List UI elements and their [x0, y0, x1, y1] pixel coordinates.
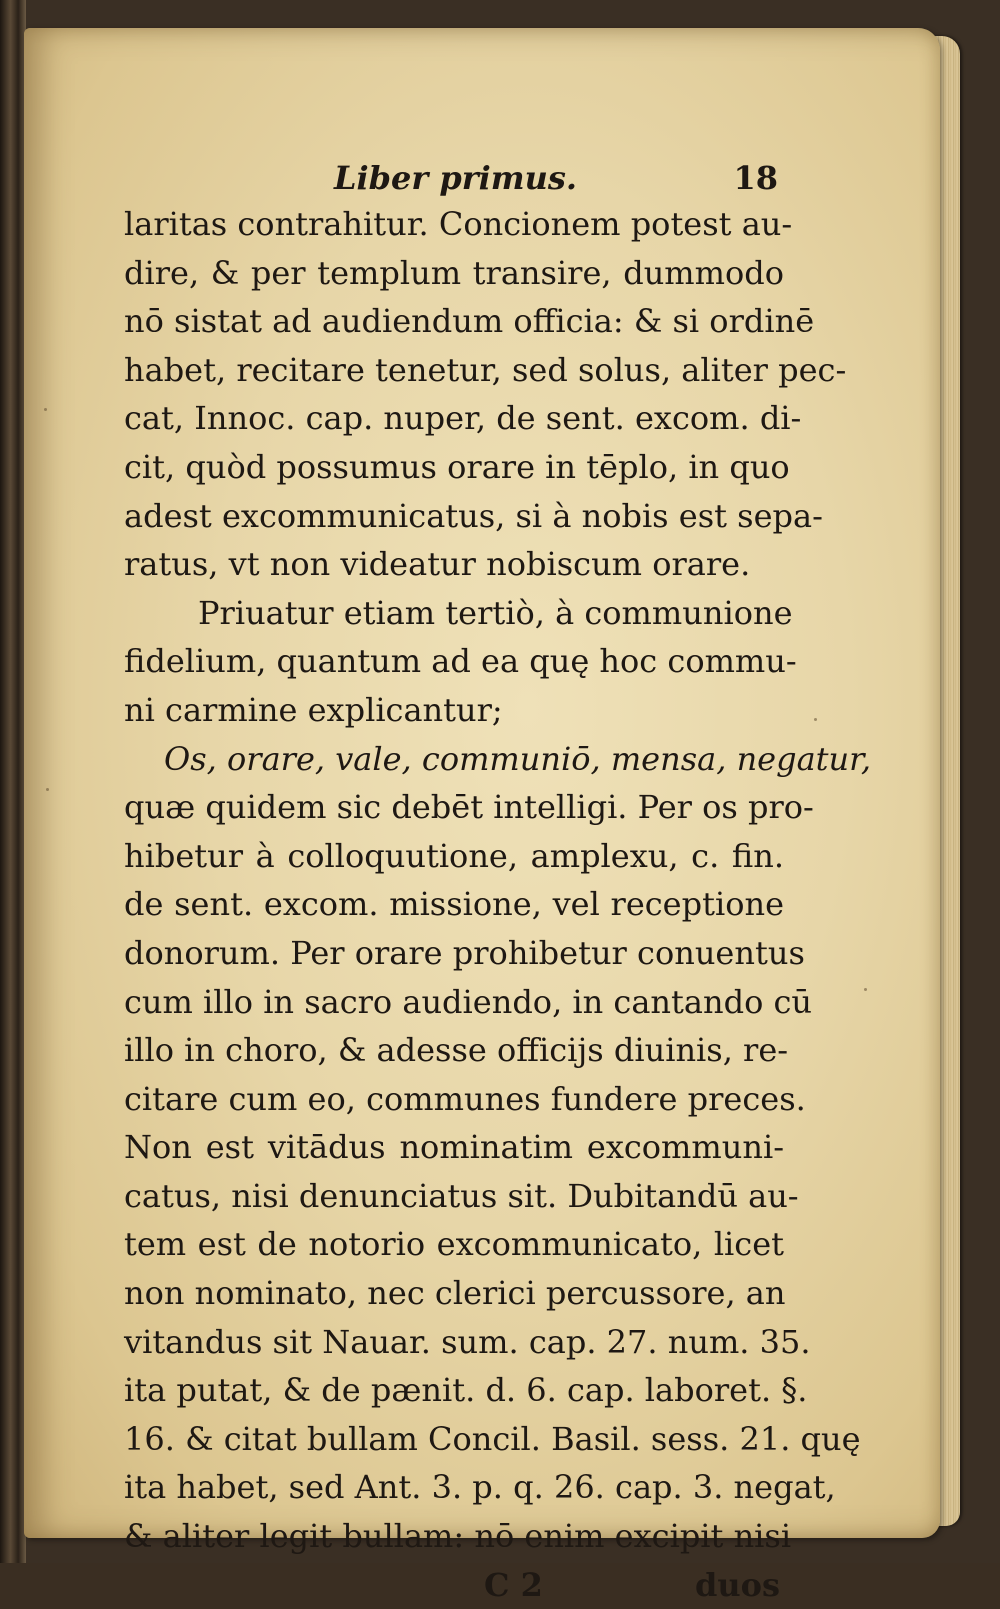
paper-fleck	[46, 788, 49, 791]
text-line: cat, Innoc. cap. nuper, de sent. excom. di-	[124, 399, 802, 438]
text-line: Priuatur etiam tertiò, à communione	[198, 593, 793, 632]
running-title: Liber primus.	[334, 159, 578, 197]
text-line: quæ quidem sic debēt intelligi. Per os pro-	[124, 788, 814, 827]
text-line: ni carmine explicantur;	[124, 690, 503, 729]
text-line: tem est de notorio excommunicato, licet	[124, 1225, 784, 1264]
paper-fleck	[44, 408, 47, 411]
text-line: donorum. Per orare prohibetur conuentus	[124, 933, 805, 972]
text-line: ita habet, sed Ant. 3. p. q. 26. cap. 3. negat,	[124, 1468, 836, 1507]
text-line: cit, quòd possumus orare in tēplo, in quo	[124, 447, 790, 486]
text-line: dire, & per templum transire, dummodo	[124, 253, 784, 292]
text-line: vitandus sit Nauar. sum. cap. 27. num. 35.	[124, 1322, 811, 1361]
book-binding	[0, 0, 26, 1563]
text-line: de sent. excom. missione, vel receptione	[124, 885, 784, 924]
text-line: laritas contrahitur. Concionem potest au-	[124, 205, 793, 243]
text-line: non nominato, nec clerici percussore, an	[124, 1274, 786, 1313]
signature-mark: C 2	[484, 1565, 543, 1604]
paper-fleck	[864, 988, 867, 991]
text-line: & aliter legit bullam: nō enim excipit nisi	[124, 1517, 792, 1556]
text-line: illo in choro, & adesse officijs diuinis, re-	[124, 1031, 789, 1070]
page-footer	[124, 1561, 784, 1609]
folio-number: 18	[733, 159, 778, 197]
text-line: adest excommunicatus, si à nobis est sepa-	[124, 496, 823, 535]
text-line: ratus, vt non videatur nobiscum orare.	[124, 545, 751, 584]
text-line: catus, nisi denunciatus sit. Dubitandū au-	[124, 1176, 799, 1215]
paper-fleck	[814, 718, 817, 721]
catchword: duos	[695, 1565, 780, 1604]
text-line: habet, recitare tenetur, sed solus, aliter pec-	[124, 350, 847, 389]
text-block	[124, 156, 872, 1609]
running-head	[124, 156, 784, 200]
text-line: Non est vitādus nominatim excommuni-	[124, 1128, 784, 1167]
text-line: nō sistat ad audiendum officia: & si ordinē	[124, 302, 815, 341]
text-line: 16. & citat bullam Concil. Basil. sess. 21. quę	[124, 1419, 861, 1458]
verse-line: Os, orare, vale, communiō, mensa, negatur,	[164, 739, 872, 778]
text-line: ita putat, & de pænit. d. 6. cap. laboret. §.	[124, 1371, 808, 1410]
book-page	[24, 28, 940, 1604]
text-line: citare cum eo, communes fundere preces.	[124, 1079, 806, 1118]
text-line: cum illo in sacro audiendo, in cantando cū	[124, 982, 813, 1021]
text-line: hibetur à colloquutione, amplexu, c. fin.	[124, 836, 784, 875]
text-line: fidelium, quantum ad ea quę hoc commu-	[124, 642, 797, 681]
